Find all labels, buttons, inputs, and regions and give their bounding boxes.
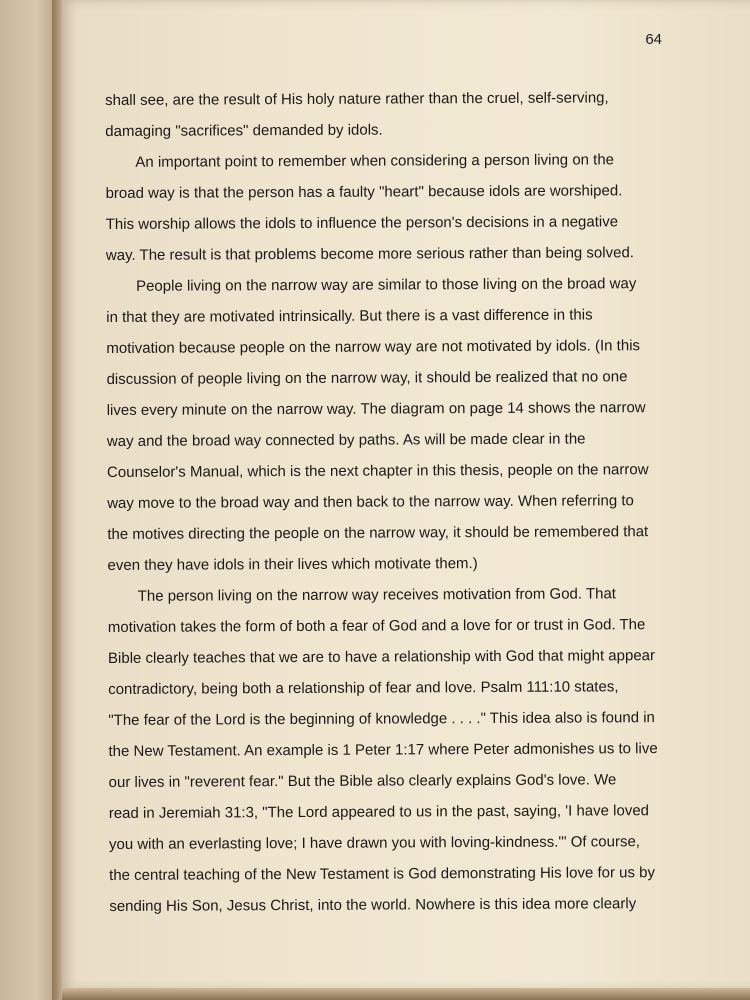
text-line: broad way is that the person has a faulty "heart" because idols are worshiped. bbox=[105, 182, 623, 202]
text-line: the central teaching of the New Testament is God demonstrating His love for us by bbox=[109, 864, 656, 884]
text-line: People living on the narrow way are similar to those living on the broad way bbox=[136, 275, 637, 295]
text-line: discussion of people living on the narrow way, it should be realized that no one bbox=[106, 368, 628, 388]
page-bottom-edge bbox=[62, 988, 750, 1000]
text-line: in that they are motivated intrinsically. But there is a vast difference in this bbox=[106, 306, 593, 326]
text-line: way move to the broad way and then back to the narrow way. When referring to bbox=[107, 492, 634, 512]
text-line: damaging "sacrifices" demanded by idols. bbox=[105, 121, 383, 140]
text-line: way. The result is that problems become more serious rather than being solved. bbox=[105, 244, 634, 264]
book-page bbox=[62, 0, 750, 990]
text-line: read in Jeremiah 31:3, "The Lord appeared to us in the past, saying, 'I have loved bbox=[108, 802, 650, 822]
text-line: the New Testament. An example is 1 Peter 1:17 where Peter admonishes us to live bbox=[108, 740, 658, 760]
text-line: An important point to remember when considering a person living on the bbox=[135, 151, 615, 171]
text-line: way and the broad way connected by paths. As will be made clear in the bbox=[106, 430, 586, 450]
text-line: you with an everlasting love; I have drawn you with loving-kindness.'" Of course, bbox=[108, 833, 640, 853]
text-line: Counselor's Manual, which is the next chapter in this thesis, people on the narrow bbox=[106, 461, 649, 481]
text-line: sending His Son, Jesus Christ, into the world. Nowhere is this idea more clearly bbox=[109, 895, 637, 915]
text-line: Bible clearly teaches that we are to have a relationship with God that might appear bbox=[107, 647, 656, 667]
page-body bbox=[105, 82, 709, 922]
text-line: motivation because people on the narrow way are not motivated by idols. (In this bbox=[106, 337, 641, 357]
text-line: the motives directing the people on the narrow way, it should be remembered that bbox=[107, 523, 649, 543]
text-line: lives every minute on the narrow way. The diagram on page 14 shows the narrow bbox=[106, 399, 646, 419]
text-line: even they have idols in their lives which motivate them.) bbox=[107, 555, 478, 574]
text-line: This worship allows the idols to influence the person's decisions in a negative bbox=[105, 213, 619, 233]
text-line: "The fear of the Lord is the beginning of knowledge . . . ." This idea also is found in bbox=[108, 709, 655, 729]
text-line: shall see, are the result of His holy nature rather than the cruel, self-serving, bbox=[105, 89, 609, 109]
text-line: The person living on the narrow way receives motivation from God. That bbox=[137, 585, 616, 605]
text-line: our lives in "reverent fear." But the Bible also clearly explains God's love. We bbox=[108, 771, 617, 791]
left-page-edge bbox=[0, 0, 60, 1000]
page-number: 64 bbox=[645, 31, 662, 48]
text-line: motivation takes the form of both a fear of God and a love for or trust in God. The bbox=[107, 616, 646, 636]
text-line: contradictory, being both a relationship of fear and love. Psalm 111:10 states, bbox=[108, 678, 619, 698]
